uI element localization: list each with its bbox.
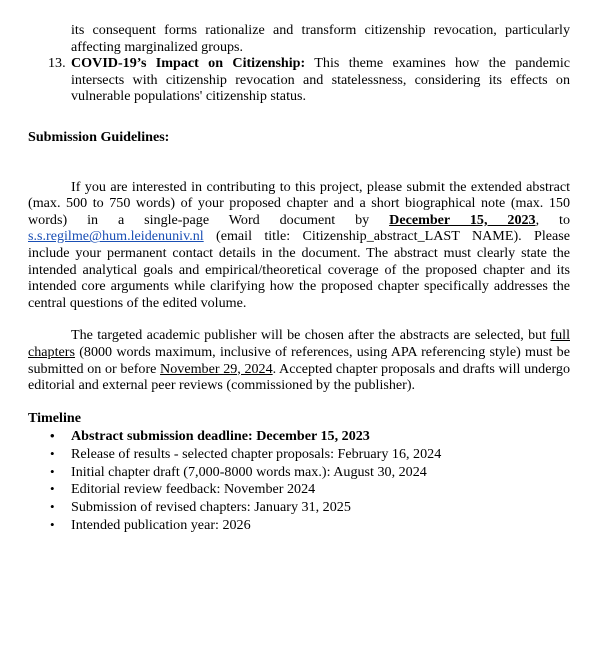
timeline-heading: Timeline (28, 409, 81, 426)
submission-paragraph-2 (28, 327, 570, 393)
list-item-12-continuation: its consequent forms rationalize and transform citizenship revocation, particularly affecting marginalized groups. (71, 22, 570, 55)
bullet-icon: • (50, 481, 55, 497)
bullet-icon: • (50, 499, 55, 515)
timeline-item (28, 499, 570, 517)
list-item-13 (28, 55, 570, 105)
bullet-icon: • (50, 445, 55, 461)
timeline-item-text: Editorial review feedback: November 2024 (71, 481, 316, 498)
email-link[interactable]: s.s.regilme@hum.leidenuniv.nl (28, 228, 204, 245)
timeline-item (28, 428, 570, 446)
paragraph-text: , to (535, 211, 571, 228)
timeline-list (28, 428, 570, 534)
submission-paragraph-1 (28, 179, 570, 312)
bullet-icon: • (50, 516, 55, 532)
timeline-item-text: Intended publication year: 2026 (71, 516, 251, 533)
deadline-date: December 15, 2023 (389, 211, 536, 228)
timeline-item-text: Submission of revised chapters: January 31, 2025 (71, 499, 351, 516)
full-chapters-text: full chapters (28, 327, 570, 360)
paragraph-text: (email title: Citizenship_abstract_LAST NAME). Please include your permanent contact details in the document. The abstract must clearly state the intended analytical goals and empirical/theoretical coverage of the proposed chapter and its intended core arguments while clarifying how the proposed chapter specifically addresses the central questions of the edited volume. (28, 228, 570, 311)
timeline-item (28, 446, 570, 464)
timeline-item (28, 481, 570, 499)
timeline-item-text: Initial chapter draft (7,000-8000 words max.): August 30, 2024 (71, 463, 427, 480)
paragraph-text: The targeted academic publisher will be chosen after the abstracts are selected, but (71, 327, 551, 344)
list-item-title: COVID-19’s Impact on Citizenship: (71, 55, 306, 72)
timeline-item-text: Release of results - selected chapter proposals: February 16, 2024 (71, 445, 442, 462)
timeline-item (28, 464, 570, 482)
document-page (28, 22, 570, 534)
paragraph-text: . Accepted chapter proposals and drafts will undergo editorial and external peer reviews (commissioned by the publisher). (28, 360, 570, 394)
bullet-icon: • (50, 463, 55, 479)
submission-guidelines-heading: Submission Guidelines: (28, 128, 170, 145)
timeline-item (28, 517, 570, 535)
paragraph-text: If you are interested in contributing to this project, please submit the extended abstract (max. 500 to 750 words) of your proposed chapter and a short biographical note (max. 150 words) in a single-page Word document by (28, 178, 570, 228)
final-deadline-date: November 29, 2024 (160, 360, 273, 377)
timeline-item-text: Abstract submission deadline: December 15, 2023 (71, 428, 370, 445)
list-number: 13. (48, 55, 66, 72)
list-item-text: This theme examines how the pandemic intersects with citizenship revocation and statelessness, considering its effects on vulnerable populations' citizenship status. (71, 55, 570, 105)
paragraph-text: (8000 words maximum, inclusive of references, using APA referencing style) must be submitted on or before (28, 343, 570, 377)
bullet-icon: • (50, 428, 55, 444)
